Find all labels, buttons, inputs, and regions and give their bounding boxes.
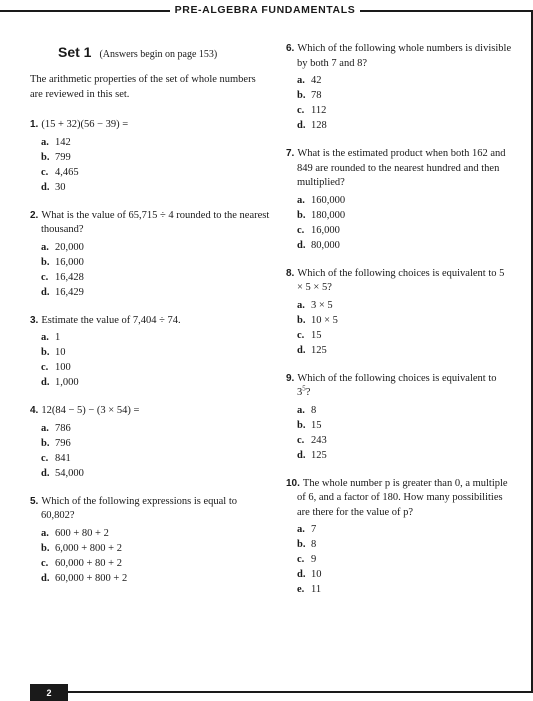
question-text: What is the value of 65,715 ÷ 4 rounded to the nearest thousand?	[41, 209, 270, 235]
question	[30, 404, 270, 481]
header-rule-right	[360, 10, 533, 12]
question-number: 2.	[30, 209, 39, 221]
option-letter: c.	[41, 362, 49, 373]
answer-option	[41, 451, 270, 466]
option-letter: e.	[297, 584, 305, 595]
option-text: 60,000 + 800 + 2	[55, 572, 128, 584]
option-letter: d.	[41, 572, 50, 584]
answer-option	[297, 208, 512, 223]
right-question-list	[286, 42, 512, 597]
option-text: 10 × 5	[311, 314, 338, 326]
question-text: What is the estimated product when both 162 and 849 are rounded to the nearest hundred and then multiplied?	[297, 148, 506, 188]
option-text: 11	[311, 584, 322, 595]
question	[286, 42, 512, 133]
question-text: 12(84 − 5) − (3 × 54) =	[41, 405, 140, 416]
question-stem	[30, 404, 270, 419]
option-letter: d.	[41, 377, 50, 388]
answer-option	[41, 240, 270, 255]
answer-option	[297, 567, 512, 582]
option-text: 30	[55, 181, 66, 193]
option-text: 20,000	[55, 241, 84, 253]
option-text: 9	[311, 554, 317, 565]
answer-option	[41, 556, 270, 571]
answer-option	[297, 448, 512, 463]
option-text: 10	[55, 347, 66, 358]
answer-option	[297, 223, 512, 238]
answer-option	[41, 541, 270, 556]
question-number: 7.	[286, 148, 295, 159]
answer-option	[41, 436, 270, 451]
option-letter: d.	[41, 181, 50, 193]
question-number: 4.	[30, 405, 39, 416]
option-letter: b.	[41, 256, 50, 268]
question-text: (15 + 32)(56 − 39) =	[41, 119, 129, 130]
answer-option	[297, 403, 512, 418]
answer-option	[297, 313, 512, 328]
option-letter: b.	[41, 151, 50, 163]
option-text: 60,000 + 80 + 2	[55, 557, 122, 569]
set-heading	[58, 44, 270, 62]
option-letter: a.	[297, 404, 305, 416]
answer-option	[41, 421, 270, 436]
question-number: 3.	[30, 314, 39, 326]
option-letter: a.	[41, 332, 49, 343]
option-text: 1	[55, 332, 61, 343]
answer-option	[297, 552, 512, 567]
option-letter: b.	[297, 90, 306, 101]
left-question-list	[30, 118, 270, 586]
answer-option	[297, 328, 512, 343]
option-letter: d.	[297, 239, 306, 251]
answer-option	[41, 270, 270, 285]
question-text: Which of the following choices is equivalent to 3	[297, 372, 497, 398]
option-letter: b.	[297, 209, 306, 221]
answer-option	[41, 571, 270, 586]
question	[30, 314, 270, 391]
answer-option	[41, 165, 270, 180]
question	[286, 477, 512, 598]
answer-option	[41, 255, 270, 270]
option-text: 600 + 80 + 2	[55, 527, 109, 539]
question	[286, 267, 512, 358]
answer-option	[41, 375, 270, 390]
option-text: 16,429	[55, 286, 84, 298]
answer-option	[41, 466, 270, 481]
option-text: 42	[311, 75, 322, 86]
option-text: 15	[311, 419, 322, 431]
option-letter: c.	[41, 557, 49, 569]
set-note: (Answers begin on page 153)	[99, 49, 218, 60]
answer-option	[297, 193, 512, 208]
answer-option	[41, 360, 270, 375]
answer-option	[297, 238, 512, 253]
question-stem	[30, 495, 270, 524]
answer-option	[297, 522, 512, 537]
question-number: 5.	[30, 495, 39, 507]
option-text: 8	[311, 404, 317, 416]
answer-options	[30, 421, 270, 481]
option-letter: a.	[41, 422, 49, 434]
option-letter: d.	[297, 569, 306, 580]
answer-option	[41, 150, 270, 165]
option-text: 16,428	[55, 271, 84, 283]
question-text: Which of the following whole numbers is divisible by both 7 and 8?	[297, 43, 512, 69]
question-text: Estimate the value of 7,404 ÷ 74.	[41, 314, 181, 326]
question	[286, 147, 512, 253]
running-head: PRE-ALGEBRA FUNDAMENTALS	[174, 4, 356, 16]
option-text: 180,000	[311, 209, 346, 221]
option-letter: a.	[297, 75, 305, 86]
question-stem	[286, 372, 512, 401]
set-title: Set 1	[58, 44, 92, 60]
answer-option	[297, 582, 512, 597]
question-number: 6.	[286, 43, 295, 54]
option-letter: c.	[297, 105, 305, 116]
answer-option	[297, 298, 512, 313]
option-text: 54,000	[55, 467, 84, 479]
option-text: 80,000	[311, 239, 340, 251]
right-column	[286, 40, 512, 597]
answer-options	[30, 330, 270, 390]
option-text: 128	[311, 120, 327, 131]
answer-option	[297, 73, 512, 88]
option-text: 16,000	[55, 256, 84, 268]
option-text: 100	[55, 362, 71, 373]
option-text: 1,000	[55, 377, 79, 388]
option-text: 16,000	[311, 224, 340, 236]
question-stem	[30, 118, 270, 133]
answer-option	[297, 343, 512, 358]
answer-options	[30, 240, 270, 300]
answer-option	[41, 285, 270, 300]
answer-options	[30, 526, 270, 586]
option-text: 15	[311, 329, 322, 341]
option-letter: d.	[297, 344, 306, 356]
question-exponent: 5	[302, 384, 306, 393]
answer-option	[41, 345, 270, 360]
question-stem	[286, 147, 512, 191]
option-letter: c.	[297, 434, 305, 446]
question-text-end: ?	[305, 387, 311, 398]
option-letter: c.	[297, 329, 305, 341]
option-letter: c.	[41, 166, 49, 178]
option-text: 10	[311, 569, 322, 580]
option-letter: b.	[41, 437, 50, 449]
question	[30, 209, 270, 300]
left-column	[30, 40, 270, 586]
option-letter: a.	[297, 524, 305, 535]
option-text: 4,465	[55, 166, 79, 178]
option-letter: b.	[41, 542, 50, 554]
option-letter: d.	[41, 286, 50, 298]
question-stem	[286, 477, 512, 521]
option-letter: d.	[297, 120, 306, 131]
answer-options	[286, 403, 512, 463]
option-text: 3 × 5	[311, 299, 333, 311]
option-text: 786	[55, 422, 71, 434]
answer-option	[297, 418, 512, 433]
option-text: 7	[311, 524, 317, 535]
option-letter: d.	[41, 467, 50, 479]
option-text: 142	[55, 136, 71, 148]
question	[30, 118, 270, 195]
option-letter: a.	[41, 241, 49, 253]
option-letter: a.	[41, 527, 49, 539]
answer-option	[297, 88, 512, 103]
question-stem	[30, 314, 270, 329]
answer-option	[41, 330, 270, 345]
option-letter: b.	[297, 539, 306, 550]
page-rule-bottom	[30, 691, 533, 693]
option-letter: b.	[297, 314, 306, 326]
page-number: 2	[30, 684, 68, 701]
question	[286, 372, 512, 463]
option-text: 112	[311, 105, 327, 116]
answer-options	[286, 193, 512, 253]
answer-option	[297, 103, 512, 118]
question-number: 9.	[286, 372, 295, 384]
option-letter: a.	[41, 136, 49, 148]
question-text: Which of the following choices is equivalent to 5 × 5 × 5?	[297, 267, 505, 293]
question-text: Which of the following expressions is equal to 60,802?	[41, 495, 238, 521]
answer-options	[286, 298, 512, 358]
answer-option	[297, 537, 512, 552]
set-intro: The arithmetic properties of the set of whole numbers are reviewed in this set.	[30, 74, 256, 100]
option-text: 799	[55, 151, 71, 163]
question-number: 1.	[30, 119, 39, 130]
question-text: The whole number p is greater than 0, a multiple of 6, and a factor of 180. How many possibilities are there for the value of p?	[297, 477, 508, 518]
option-text: 243	[311, 434, 327, 446]
option-letter: c.	[297, 224, 305, 236]
option-text: 125	[311, 344, 327, 356]
answer-options	[30, 135, 270, 195]
option-letter: a.	[297, 194, 305, 206]
option-letter: b.	[297, 419, 306, 431]
answer-option	[297, 433, 512, 448]
question-number: 10.	[286, 477, 300, 489]
option-letter: c.	[297, 554, 305, 565]
option-text: 6,000 + 800 + 2	[55, 542, 122, 554]
header-rule-left	[0, 10, 170, 12]
option-text: 125	[311, 449, 327, 461]
answer-options	[286, 73, 512, 133]
option-letter: d.	[297, 449, 306, 461]
option-text: 160,000	[311, 194, 346, 206]
answer-options	[286, 522, 512, 597]
option-letter: b.	[41, 347, 50, 358]
option-letter: a.	[297, 299, 305, 311]
question-number: 8.	[286, 267, 295, 279]
option-letter: c.	[41, 271, 49, 283]
answer-option	[41, 135, 270, 150]
question-stem	[286, 42, 512, 71]
answer-option	[41, 180, 270, 195]
option-text: 796	[55, 437, 71, 449]
question-stem	[286, 267, 512, 296]
question	[30, 495, 270, 586]
answer-option	[41, 526, 270, 541]
question-stem	[30, 209, 270, 238]
option-text: 78	[311, 90, 322, 101]
option-text: 841	[55, 452, 71, 464]
answer-option	[297, 118, 512, 133]
option-text: 8	[311, 539, 317, 550]
option-letter: c.	[41, 452, 49, 464]
